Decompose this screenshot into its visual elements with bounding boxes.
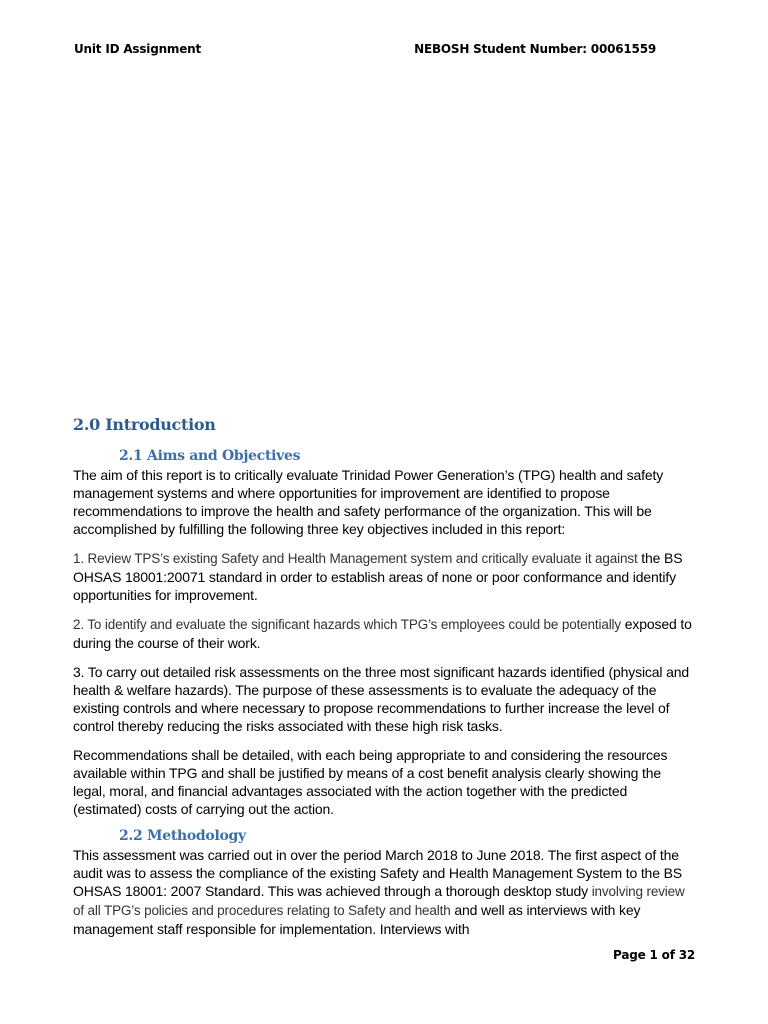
objective-2-rest: exposed to during the course of their work. — [73, 616, 692, 651]
recommendations-paragraph: Recommendations shall be detailed, with each being appropriate to and considering the resources available within TPG and shall be justified by means of a cost benefit analysis clearly showing the legal, moral, and financial advantages associated with the action together with the predicted (estimated) costs of carrying out the action. — [73, 747, 668, 817]
objective-3-paragraph: 3. To carry out detailed risk assessments on the three most significant hazards identified (physical and health & welfare hazards). The purpose of these assessments is to evaluate the adequacy of the existing controls and where necessary to propose recommendations to further increase the level of control thereby reducing the risks associated with these high risk tasks. — [73, 664, 690, 734]
page-body — [73, 415, 695, 949]
page-number: Page 1 of 32 — [613, 948, 695, 962]
objective-2-paragraph — [73, 615, 695, 652]
objective-1-rest: the BS OHSAS 18001:20071 standard in order to establish areas of none or poor conformance and identify opportunities for improvement. — [73, 550, 683, 603]
methodology-text-c: and well as interviews with key management staff responsible for implementation. Interviews with — [73, 902, 641, 937]
objective-1-lead: 1. Review TPS’s existing Safety and Health Management system and critically evaluate it against — [73, 551, 638, 566]
subsection-title-aims: 2.1 Aims and Objectives — [119, 448, 301, 464]
subsection-title-methodology: 2.2 Methodology — [119, 828, 246, 844]
page-header — [74, 42, 656, 56]
objective-2-lead: 2. To identify and evaluate the significant hazards which TPG’s employees could be potentially — [73, 617, 621, 632]
aims-intro-paragraph: The aim of this report is to critically evaluate Trinidad Power Generation’s (TPG) health and safety management systems and where opportunities for improvement are identified to propose recommendations to improve the health and safety performance of the organization. This will be accomplished by fulfilling the following three key objectives included in this report: — [73, 467, 664, 537]
methodology-text-a: This assessment was carried out in over the period March 2018 to June 2018. The first aspect of the audit was to assess the compliance of the existing Safety and Health Management System to the BS OHSAS 18001: 2007 Standard. This was achieved through a thorough desktop study — [73, 847, 682, 899]
objective-1-paragraph — [73, 549, 695, 604]
page-footer — [613, 948, 695, 962]
methodology-paragraph — [73, 846, 695, 938]
methodology-text-b: involving review of all TPG’s policies and procedures relating to Safety and health — [73, 884, 685, 918]
header-unit-id: Unit ID Assignment — [74, 42, 202, 56]
section-title-introduction: 2.0 Introduction — [73, 415, 216, 434]
header-student-number: NEBOSH Student Number: 00061559 — [414, 42, 656, 56]
